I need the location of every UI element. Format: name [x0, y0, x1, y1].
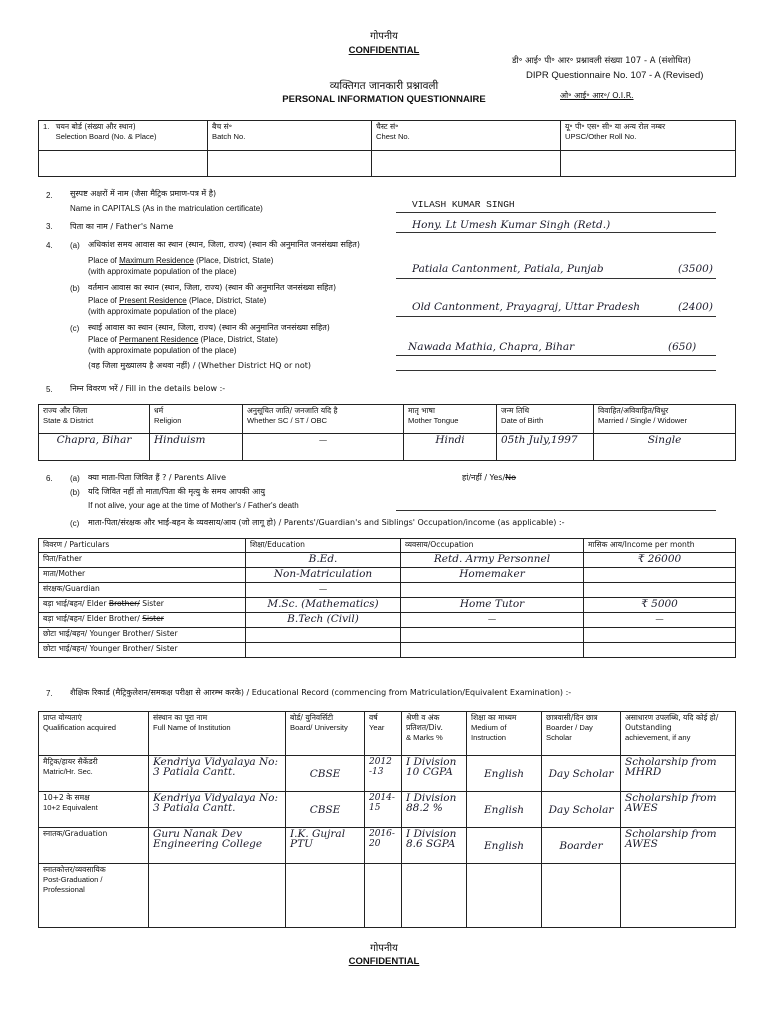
- q4b-hindi: वर्तमान आवास का स्थान (स्थान, जिला, राज्य) (स्थान की अनुमानित जनसंख्या सहित): [88, 283, 337, 292]
- q4b-en-c: (Place, District, State): [186, 296, 267, 305]
- q7-number: 7.: [46, 689, 53, 698]
- marital-status-value[interactable]: Single: [594, 434, 736, 461]
- father-income[interactable]: ₹ 26000: [584, 553, 736, 568]
- q1-col4-hi: यू॰ पी॰ एस॰ सी॰ या अन्य रोल नम्बर: [565, 122, 666, 131]
- younger2-education[interactable]: [246, 643, 401, 658]
- matric-medium[interactable]: English: [467, 756, 542, 792]
- q6a-no-struck: No: [505, 473, 517, 482]
- oir-label: ओ॰ आई॰ आर॰/ O.I.R.: [560, 91, 634, 100]
- sibling2-label-a: बड़ा भाई/बहन/ Elder Brother/: [43, 614, 143, 623]
- q7-h2-hi: संस्थान का पूरा नाम: [153, 713, 208, 722]
- edu-row-qual-en: 10+2 Equivalent: [43, 803, 98, 812]
- q6c-text: माता-पिता/संरक्षक और भाई-बहन के व्यवसाय/आय (जो लागू हो) / Parents'/Guardian's and Siblings' Occupation/income (as applicable) :-: [88, 518, 565, 527]
- q5-h3-en: Whether SC / ST / OBC: [247, 416, 328, 425]
- q7-h4-en: Year: [369, 723, 385, 732]
- guardian-income[interactable]: [584, 583, 736, 598]
- sibling1-label-b: Sister: [139, 599, 164, 608]
- dob-value[interactable]: 05th July,1997: [497, 434, 594, 461]
- pg-medium[interactable]: [467, 864, 542, 928]
- father-name-value[interactable]: Hony. Lt Umesh Kumar Singh (Retd.): [412, 219, 611, 231]
- dipr-english: DIPR Questionnaire No. 107 - A (Revised): [526, 70, 704, 81]
- mother-tongue-value[interactable]: Hindi: [404, 434, 497, 461]
- permanent-residence-pop[interactable]: (650): [668, 341, 697, 353]
- elder-sister-income[interactable]: ₹ 5000: [584, 598, 736, 613]
- batch-no-field[interactable]: [208, 151, 372, 177]
- q6b-english: If not alive, your age at the time of Mother's / Father's death: [88, 501, 299, 510]
- q7-h1-hi: प्राप्त योग्यताएं: [43, 713, 82, 722]
- younger2-occupation[interactable]: [401, 643, 584, 658]
- present-residence-pop[interactable]: (2400): [678, 301, 713, 313]
- matric-division[interactable]: I Division 10 CGPA: [402, 756, 467, 792]
- q1-col1-en: Selection Board (No. & Place): [55, 132, 157, 141]
- graduation-division[interactable]: I Division 8.6 SGPA: [402, 828, 467, 864]
- q4-number: 4.: [46, 241, 53, 250]
- q7-h2-en: Full Name of Institution: [153, 723, 231, 732]
- q7-h4-hi: वर्ष: [369, 713, 378, 722]
- twelfth-achievement[interactable]: Scholarship from AWES: [621, 792, 736, 828]
- matric-year[interactable]: 2012 -13: [365, 756, 402, 792]
- religion-value[interactable]: Hinduism: [150, 434, 243, 461]
- younger1-education[interactable]: [246, 628, 401, 643]
- dipr-hindi: डी॰ आई॰ पी॰ आर॰ प्रश्नावली संख्या 107 - A (संशोधित): [512, 56, 691, 66]
- q6a-yesno: हां/नहीं / Yes/: [462, 473, 506, 482]
- twelfth-board[interactable]: CBSE: [286, 792, 365, 828]
- q5-label: निम्न विवरण भरें / Fill in the details below :-: [70, 384, 226, 393]
- q6-header-income: मासिक आय/Income per month: [584, 539, 736, 553]
- name-value[interactable]: VILASH KUMAR SINGH: [412, 199, 515, 210]
- sibling2-label-struck: Sister: [142, 614, 164, 623]
- sc-st-obc-value[interactable]: —: [243, 434, 404, 461]
- q1-col2-hi: बैच सं॰: [212, 122, 232, 131]
- q5-h4-hi: मातृ भाषा: [408, 406, 435, 415]
- younger1-income[interactable]: [584, 628, 736, 643]
- header-confidential: CONFIDENTIAL: [348, 45, 420, 56]
- matric-institution[interactable]: Kendriya Vidyalaya No: 3 Patiala Cantt.: [149, 756, 286, 792]
- twelfth-division[interactable]: I Division 88.2 %: [402, 792, 467, 828]
- q6-number: 6.: [46, 474, 53, 483]
- graduation-medium[interactable]: English: [467, 828, 542, 864]
- q4a-en-c: (Place, District, State): [193, 256, 274, 265]
- graduation-achievement[interactable]: Scholarship from AWES: [621, 828, 736, 864]
- q7-h6-hi: शिक्षा का माध्यम: [471, 713, 517, 722]
- q7-label: शैक्षिक रिकार्ड (मैट्रिकुलेशन/समकक्ष परीक्षा से आरम्भ करके) / Educational Record (commencing from Matriculation/Equivalent Examination) :-: [70, 688, 572, 697]
- title-hindi: व्यक्तिगत जानकारी प्रश्नावली: [329, 80, 439, 92]
- q7-h5-en: & Marks %: [406, 733, 443, 742]
- q4b-en2: (with approximate population of the place): [88, 307, 237, 316]
- twelfth-year[interactable]: 2014-15: [365, 792, 402, 828]
- twelfth-medium[interactable]: English: [467, 792, 542, 828]
- q4c-tag: (c): [70, 324, 80, 333]
- q5-h4-en: Mother Tongue: [408, 416, 459, 425]
- family-row-label: छोटा भाई/बहन/ Younger Brother/ Sister: [39, 628, 246, 643]
- q6b-tag: (b): [70, 488, 80, 497]
- family-row-label: [39, 598, 246, 613]
- chest-no-field[interactable]: [372, 151, 561, 177]
- q7-h7-hi: छात्रवासी/दिन छात्र: [546, 713, 598, 722]
- graduation-boarder[interactable]: Boarder: [542, 828, 621, 864]
- elder-sister-education[interactable]: M.Sc. (Mathematics): [246, 598, 401, 613]
- q1-col2-en: Batch No.: [212, 132, 246, 141]
- guardian-occupation[interactable]: [401, 583, 584, 598]
- edu-row-qual-en: Post-Graduation / Professional: [43, 875, 103, 894]
- elder-brother-education[interactable]: B.Tech (Civil): [246, 613, 401, 628]
- mother-occupation[interactable]: Homemaker: [401, 568, 584, 583]
- q2-hindi: सुस्पष्ट अक्षरों में नाम (जैसा मैट्रिक प्रमाण-पत्र में है): [70, 189, 217, 198]
- graduation-institution[interactable]: Guru Nanak Dev Engineering College: [149, 828, 286, 864]
- pg-achievement[interactable]: [621, 864, 736, 928]
- q1-col4-en: UPSC/Other Roll No.: [565, 132, 637, 141]
- younger2-income[interactable]: [584, 643, 736, 658]
- q5-h1-hi: राज्य और जिला: [43, 406, 88, 415]
- elder-sister-occupation[interactable]: Home Tutor: [401, 598, 584, 613]
- q4c-hindi: स्थाई आवास का स्थान (स्थान, जिला, राज्य) (स्थान की अनुमानित जनसंख्या सहित): [88, 323, 330, 332]
- q5-h6-hi: विवाहित/अविवाहित/विधुर: [598, 406, 669, 415]
- family-occupation-table: [38, 538, 736, 658]
- q4c-en-a: Place of: [88, 335, 120, 344]
- q6-header-education: शिक्षा/Education: [246, 539, 401, 553]
- q2-number: 2.: [46, 191, 53, 200]
- q5-h3-hi: अनुसूचित जाति/ जनजाति यदि है: [247, 406, 338, 415]
- permanent-residence-value[interactable]: Nawada Mathia, Chapra, Bihar: [408, 341, 575, 353]
- q5-h2-hi: धर्म: [154, 406, 164, 415]
- q1-number: 1.: [43, 122, 50, 131]
- q3-number: 3.: [46, 222, 53, 231]
- edu-row-qual-en: स्नातक/Graduation: [39, 828, 149, 864]
- q4c-en3: (वह जिला मुख्यालय है अथवा नहीं) / (Whether District HQ or not): [88, 361, 311, 370]
- twelfth-institution[interactable]: Kendriya Vidyalaya No: 3 Patiala Cantt.: [149, 792, 286, 828]
- matric-achievement[interactable]: Scholarship from MHRD: [621, 756, 736, 792]
- q7-h8-hi: असाधारण उपलब्धि, यदि कोई हो/ Outstanding: [625, 713, 719, 732]
- q4a-en2: (with approximate population of the place): [88, 267, 237, 276]
- selection-board-table: [38, 120, 736, 177]
- edu-row-qual-hi: मैट्रिक/हायर सैकेंडरी: [43, 757, 98, 766]
- matric-board[interactable]: CBSE: [286, 756, 365, 792]
- q5-h2-en: Religion: [154, 416, 182, 425]
- father-occupation[interactable]: Retd. Army Personnel: [401, 553, 584, 568]
- family-row-label: छोटा भाई/बहन/ Younger Brother/ Sister: [39, 643, 246, 658]
- younger1-occupation[interactable]: [401, 628, 584, 643]
- q7-h8-en: achievement, if any: [625, 733, 691, 742]
- q4c-en-c: (Place, District, State): [198, 335, 278, 344]
- graduation-year[interactable]: 2016-20: [365, 828, 402, 864]
- edu-row-qual-hi: 10+2 के समक्ष: [43, 793, 90, 802]
- elder-brother-income[interactable]: —: [584, 613, 736, 628]
- pg-division[interactable]: [402, 864, 467, 928]
- present-residence-value[interactable]: Old Cantonment, Prayagraj, Uttar Pradesh: [412, 301, 641, 313]
- q4b-tag: (b): [70, 284, 80, 293]
- mother-income[interactable]: [584, 568, 736, 583]
- q6a-text: क्या माता-पिता जिवित हैं ? / Parents Alive: [88, 473, 227, 482]
- q5-h6-en: Married / Single / Widower: [598, 416, 688, 425]
- q2-english: Name in CAPITALS (As in the matriculation certificate): [70, 204, 263, 213]
- family-row-label: माता/Mother: [39, 568, 246, 583]
- q4a-en-a: Place of: [88, 256, 120, 265]
- q7-h6-en: Medium of Instruction: [471, 723, 507, 742]
- elder-brother-occupation[interactable]: —: [401, 613, 584, 628]
- pg-year[interactable]: [365, 864, 402, 928]
- max-residence-value[interactable]: Patiala Cantonment, Patiala, Punjab: [412, 263, 604, 275]
- edu-row-qual-en: Matric/Hr. Sec.: [43, 767, 93, 776]
- q7-h1-en: Qualification acquired: [43, 723, 117, 732]
- education-record-table: [38, 711, 736, 928]
- q4c-en-b: Permanent Residence: [119, 335, 199, 344]
- q1-col1-hi: चयन बोर्ड (संख्या और स्थान): [55, 122, 136, 131]
- personal-details-table: [38, 404, 736, 461]
- q6a-tag: (a): [70, 474, 80, 483]
- q4b-en-a: Place of: [88, 296, 120, 305]
- sibling1-label-struck: Brother/: [108, 599, 140, 608]
- q1-col3-en: Chest No.: [376, 132, 410, 141]
- q6b-hindi: यदि जिवित नहीं तो माता/पिता की मृत्यु के समय आपकी आयु: [88, 487, 265, 496]
- matric-boarder[interactable]: Day Scholar: [542, 756, 621, 792]
- q6-header-occupation: व्यवसाय/Occupation: [401, 539, 584, 553]
- q5-number: 5.: [46, 385, 53, 394]
- father-education[interactable]: B.Ed.: [246, 553, 401, 568]
- pg-institution[interactable]: [149, 864, 286, 928]
- twelfth-boarder[interactable]: Day Scholar: [542, 792, 621, 828]
- q5-h5-hi: जन्म तिथि: [501, 406, 530, 415]
- pg-boarder[interactable]: [542, 864, 621, 928]
- selection-board-field[interactable]: [39, 151, 208, 177]
- q7-h3-hi: बोर्ड/ युनिवर्सिटी: [290, 713, 334, 722]
- q4c-en2: (with approximate population of the place): [88, 346, 237, 355]
- family-row-label: [39, 613, 246, 628]
- footer-confidential: CONFIDENTIAL: [348, 956, 420, 967]
- q4a-hindi: अधिकांश समय आवास का स्थान (स्थान, जिला, राज्य) (स्थान की अनुमानित जनसंख्या सहित): [88, 240, 360, 249]
- max-residence-pop[interactable]: (3500): [678, 263, 713, 275]
- header-gopniya: गोपनीय: [370, 31, 398, 42]
- q6-header-particulars: विवरण / Particulars: [39, 539, 246, 553]
- pg-board[interactable]: [286, 864, 365, 928]
- title-english: PERSONAL INFORMATION QUESTIONNAIRE: [282, 94, 486, 105]
- sibling1-label-a: बड़ा भाई/बहन/ Elder: [43, 599, 109, 608]
- q4b-en-b: Present Residence: [119, 296, 187, 305]
- q5-h5-en: Date of Birth: [501, 416, 544, 425]
- q6c-tag: (c): [70, 519, 80, 528]
- family-row-label: संरक्षक/Guardian: [39, 583, 246, 598]
- q3-label: पिता का नाम / Father's Name: [70, 222, 174, 231]
- q4a-tag: (a): [70, 241, 80, 250]
- graduation-board[interactable]: I.K. Gujral PTU: [286, 828, 365, 864]
- guardian-education[interactable]: —: [246, 583, 401, 598]
- edu-row-qual-hi: स्नातकोत्तर/व्यवसायिक: [43, 865, 106, 874]
- roll-no-field[interactable]: [561, 151, 736, 177]
- q5-h1-en: State & District: [43, 416, 94, 425]
- q7-h5-hi: श्रेणी व अंक प्रतिशत/Div.: [406, 713, 443, 732]
- footer-gopniya: गोपनीय: [370, 943, 398, 954]
- mother-education[interactable]: Non-Matriculation: [246, 568, 401, 583]
- state-district-value[interactable]: Chapra, Bihar: [39, 434, 150, 461]
- q4a-en-b: Maximum Residence: [119, 256, 194, 265]
- family-row-label: पिता/Father: [39, 553, 246, 568]
- q1-col3-hi: चैस्ट सं॰: [376, 122, 399, 131]
- q7-h3-en: Board/ University: [290, 723, 348, 732]
- q7-h7-en: Boarder / Day Scholar: [546, 723, 593, 742]
